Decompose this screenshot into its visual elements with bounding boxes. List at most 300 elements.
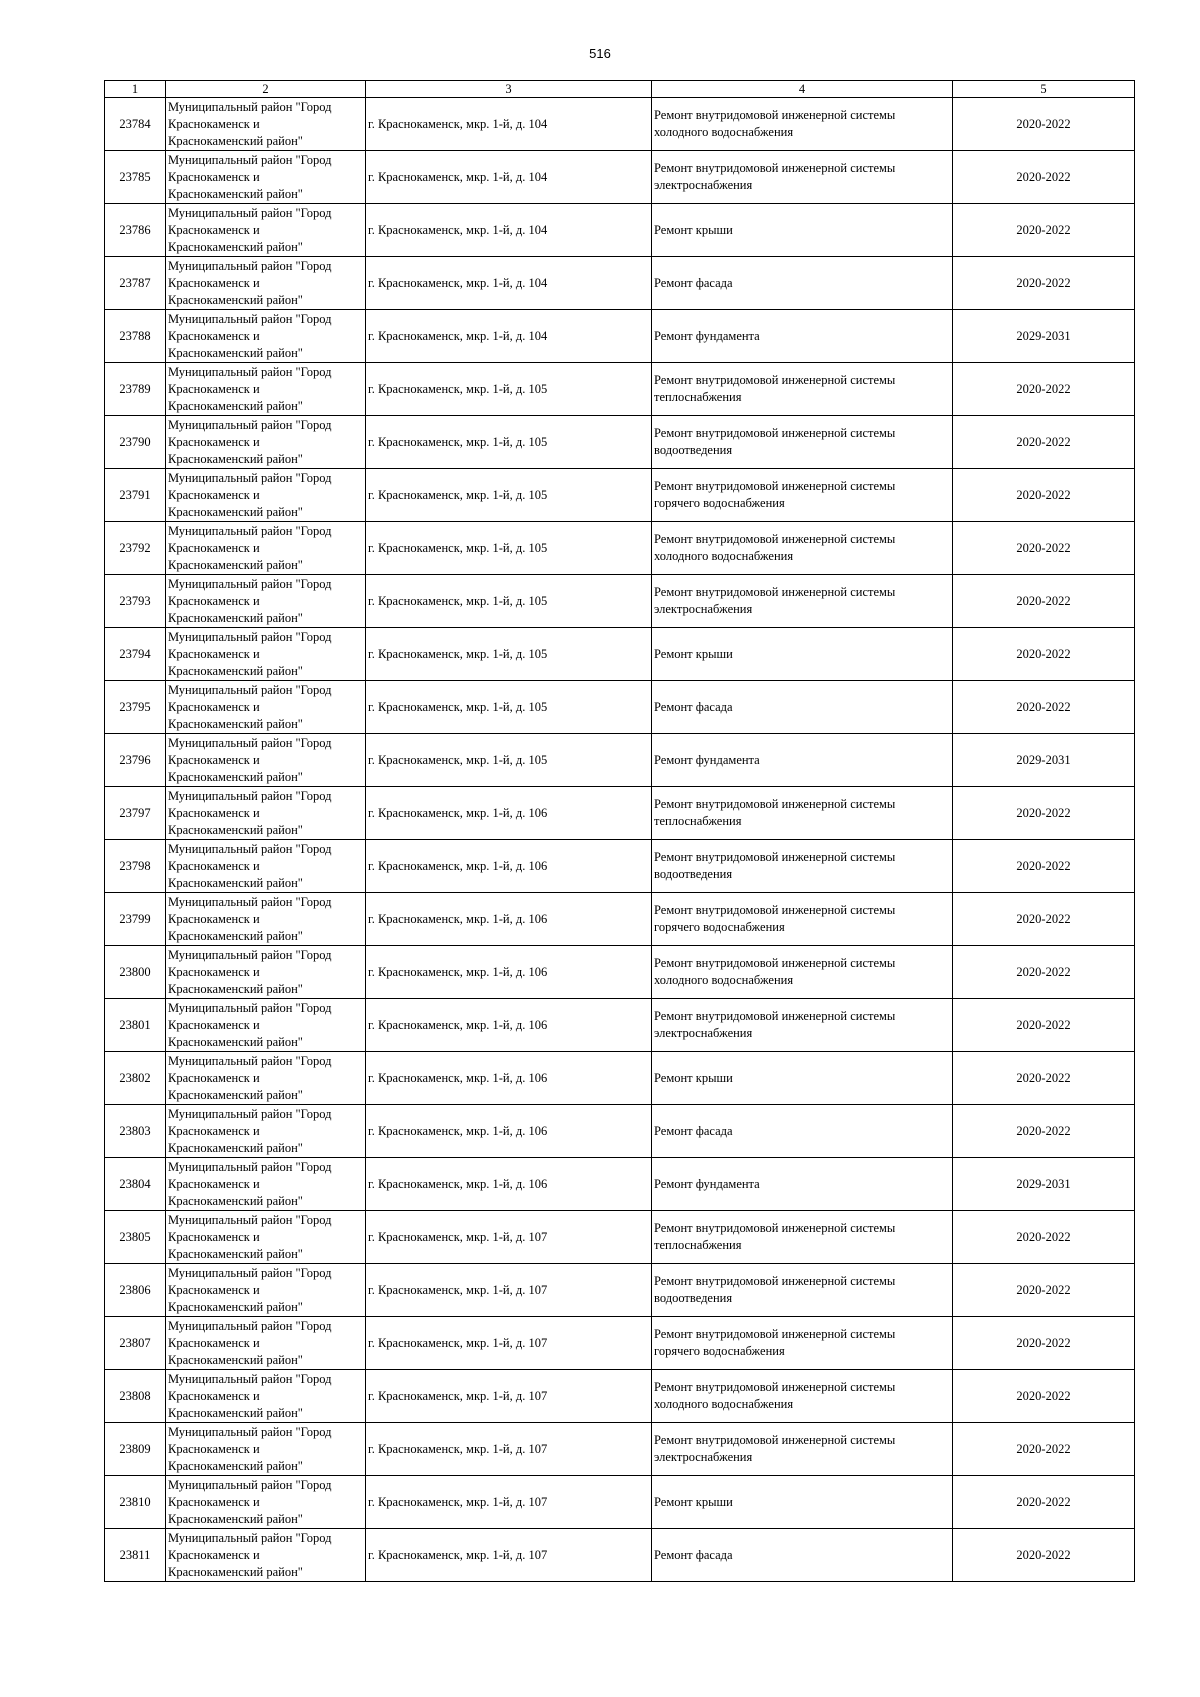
period-cell: 2020-2022 [953, 840, 1135, 893]
table-row [105, 628, 1135, 681]
municipality-line: Муниципальный район "Город [168, 1318, 332, 1333]
address-cell: г. Краснокаменск, мкр. 1-й, д. 105 [366, 469, 652, 522]
work-type-line: водоотведения [654, 1291, 733, 1305]
address-cell: г. Краснокаменск, мкр. 1-й, д. 107 [366, 1423, 652, 1476]
municipality-cell [166, 1052, 366, 1105]
period-cell: 2020-2022 [953, 893, 1135, 946]
municipality-line: Краснокаменск и [168, 752, 260, 767]
work-type-cell [652, 734, 953, 787]
municipality-line: Муниципальный район "Город [168, 205, 332, 220]
row-number: 23811 [105, 1529, 166, 1582]
address-cell: г. Краснокаменск, мкр. 1-й, д. 105 [366, 575, 652, 628]
municipality-cell [166, 734, 366, 787]
row-number: 23790 [105, 416, 166, 469]
row-number: 23795 [105, 681, 166, 734]
row-number: 23784 [105, 98, 166, 151]
address-cell: г. Краснокаменск, мкр. 1-й, д. 106 [366, 1052, 652, 1105]
municipality-line: Краснокаменск и [168, 1229, 260, 1244]
municipality-line: Муниципальный район "Город [168, 1265, 332, 1280]
municipality-line: Краснокаменский район" [168, 133, 303, 148]
municipality-cell [166, 575, 366, 628]
row-number: 23785 [105, 151, 166, 204]
period-cell: 2020-2022 [953, 257, 1135, 310]
municipality-line: Муниципальный район "Город [168, 311, 332, 326]
work-type-line: горячего водоснабжения [654, 496, 785, 510]
work-type-cell [652, 1476, 953, 1529]
period-cell: 2020-2022 [953, 151, 1135, 204]
municipality-cell [166, 1105, 366, 1158]
period-cell: 2020-2022 [953, 681, 1135, 734]
work-type-line: Ремонт крыши [654, 222, 733, 237]
row-number: 23789 [105, 363, 166, 416]
work-type-line: Ремонт внутридомовой инженерной системы [654, 585, 896, 599]
work-type-line: Ремонт фундамента [654, 752, 760, 767]
work-type-line: Ремонт внутридомовой инженерной системы [654, 532, 896, 546]
work-type-cell [652, 151, 953, 204]
municipality-line: Краснокаменский район" [168, 1564, 303, 1579]
municipality-line: Краснокаменск и [168, 1494, 260, 1509]
municipality-line: Краснокаменск и [168, 434, 260, 449]
address-cell: г. Краснокаменск, мкр. 1-й, д. 105 [366, 734, 652, 787]
municipality-line: Краснокаменский район" [168, 663, 303, 678]
address-cell: г. Краснокаменск, мкр. 1-й, д. 107 [366, 1211, 652, 1264]
municipality-line: Краснокаменский район" [168, 1458, 303, 1473]
work-type-cell [652, 1105, 953, 1158]
work-type-line: водоотведения [654, 443, 733, 457]
address-cell: г. Краснокаменск, мкр. 1-й, д. 107 [366, 1370, 652, 1423]
municipality-line: Муниципальный район "Город [168, 1159, 332, 1174]
municipality-line: Муниципальный район "Город [168, 841, 332, 856]
work-type-line: Ремонт внутридомовой инженерной системы [654, 956, 896, 970]
work-type-line: Ремонт внутридомовой инженерной системы [654, 1380, 896, 1394]
municipality-line: Муниципальный район "Город [168, 735, 332, 750]
municipality-line: Муниципальный район "Город [168, 1000, 332, 1015]
municipality-line: Краснокаменск и [168, 487, 260, 502]
municipality-line: Краснокаменский район" [168, 557, 303, 572]
municipality-cell [166, 1158, 366, 1211]
header-row [105, 81, 1135, 98]
municipality-line: Краснокаменский район" [168, 1193, 303, 1208]
municipality-line: Краснокаменск и [168, 169, 260, 184]
period-cell: 2020-2022 [953, 522, 1135, 575]
work-type-line: Ремонт внутридомовой инженерной системы [654, 1327, 896, 1341]
work-type-line: Ремонт внутридомовой инженерной системы [654, 903, 896, 917]
column-header-municipality: 2 [166, 81, 366, 98]
address-cell: г. Краснокаменск, мкр. 1-й, д. 106 [366, 1105, 652, 1158]
municipality-line: Краснокаменский район" [168, 186, 303, 201]
period-cell: 2020-2022 [953, 1105, 1135, 1158]
work-type-line: Ремонт фасада [654, 699, 733, 714]
table-row [105, 1264, 1135, 1317]
address-cell: г. Краснокаменск, мкр. 1-й, д. 106 [366, 999, 652, 1052]
municipality-line: Муниципальный район "Город [168, 1212, 332, 1227]
municipality-line: Краснокаменск и [168, 1388, 260, 1403]
municipality-cell [166, 1529, 366, 1582]
period-cell: 2020-2022 [953, 1423, 1135, 1476]
municipality-line: Краснокаменский район" [168, 1140, 303, 1155]
table-row [105, 1529, 1135, 1582]
work-type-line: Ремонт внутридомовой инженерной системы [654, 1433, 896, 1447]
municipality-line: Краснокаменск и [168, 858, 260, 873]
municipality-line: Краснокаменск и [168, 1123, 260, 1138]
period-cell: 2020-2022 [953, 1317, 1135, 1370]
municipality-line: Краснокаменский район" [168, 398, 303, 413]
work-type-line: Ремонт внутридомовой инженерной системы [654, 1274, 896, 1288]
work-type-line: Ремонт внутридомовой инженерной системы [654, 1009, 896, 1023]
period-cell: 2020-2022 [953, 946, 1135, 999]
municipality-line: Муниципальный район "Город [168, 523, 332, 538]
municipality-line: Муниципальный район "Город [168, 788, 332, 803]
column-header-work-type: 4 [652, 81, 953, 98]
table-row [105, 1052, 1135, 1105]
municipality-line: Муниципальный район "Город [168, 682, 332, 697]
municipality-line: Муниципальный район "Город [168, 364, 332, 379]
period-cell: 2020-2022 [953, 469, 1135, 522]
row-number: 23804 [105, 1158, 166, 1211]
period-cell: 2020-2022 [953, 575, 1135, 628]
work-type-cell [652, 1158, 953, 1211]
municipality-line: Краснокаменский район" [168, 769, 303, 784]
row-number: 23786 [105, 204, 166, 257]
municipality-line: Краснокаменский район" [168, 1405, 303, 1420]
municipality-cell [166, 98, 366, 151]
work-type-cell [652, 628, 953, 681]
row-number: 23805 [105, 1211, 166, 1264]
work-type-cell [652, 575, 953, 628]
municipality-cell [166, 840, 366, 893]
municipality-line: Муниципальный район "Город [168, 1053, 332, 1068]
period-cell: 2020-2022 [953, 204, 1135, 257]
work-type-line: холодного водоснабжения [654, 1397, 794, 1411]
work-type-line: горячего водоснабжения [654, 920, 785, 934]
work-type-cell [652, 1423, 953, 1476]
address-cell: г. Краснокаменск, мкр. 1-й, д. 107 [366, 1317, 652, 1370]
municipality-line: Краснокаменский район" [168, 610, 303, 625]
period-cell: 2020-2022 [953, 787, 1135, 840]
work-type-cell [652, 1264, 953, 1317]
work-type-line: теплоснабжения [654, 814, 742, 828]
municipality-cell [166, 893, 366, 946]
table-row [105, 257, 1135, 310]
period-cell: 2020-2022 [953, 628, 1135, 681]
table-row [105, 575, 1135, 628]
row-number: 23791 [105, 469, 166, 522]
address-cell: г. Краснокаменск, мкр. 1-й, д. 104 [366, 204, 652, 257]
row-number: 23788 [105, 310, 166, 363]
row-number: 23792 [105, 522, 166, 575]
table-row [105, 787, 1135, 840]
municipality-line: Краснокаменский район" [168, 822, 303, 837]
address-cell: г. Краснокаменск, мкр. 1-й, д. 105 [366, 363, 652, 416]
table-row [105, 1476, 1135, 1529]
work-type-line: теплоснабжения [654, 390, 742, 404]
municipality-line: Муниципальный район "Город [168, 1106, 332, 1121]
municipality-line: Муниципальный район "Город [168, 417, 332, 432]
municipality-cell [166, 787, 366, 840]
municipality-line: Муниципальный район "Город [168, 894, 332, 909]
municipality-line: Краснокаменский район" [168, 716, 303, 731]
municipality-line: Краснокаменский район" [168, 981, 303, 996]
municipality-cell [166, 363, 366, 416]
municipality-line: Краснокаменск и [168, 911, 260, 926]
work-type-line: Ремонт внутридомовой инженерной системы [654, 426, 896, 440]
work-type-cell [652, 1370, 953, 1423]
municipality-cell [166, 151, 366, 204]
address-cell: г. Краснокаменск, мкр. 1-й, д. 104 [366, 151, 652, 204]
municipality-line: Краснокаменский район" [168, 928, 303, 943]
row-number: 23803 [105, 1105, 166, 1158]
work-type-line: электроснабжения [654, 602, 753, 616]
address-cell: г. Краснокаменск, мкр. 1-й, д. 107 [366, 1476, 652, 1529]
municipality-line: Краснокаменск и [168, 328, 260, 343]
municipality-line: Краснокаменск и [168, 222, 260, 237]
municipality-line: Краснокаменск и [168, 805, 260, 820]
municipality-line: Муниципальный район "Город [168, 1530, 332, 1545]
work-type-line: холодного водоснабжения [654, 125, 794, 139]
municipality-line: Муниципальный район "Город [168, 1371, 332, 1386]
table-row [105, 416, 1135, 469]
municipality-line: Краснокаменск и [168, 1441, 260, 1456]
municipality-line: Краснокаменск и [168, 275, 260, 290]
municipality-line: Краснокаменский район" [168, 1246, 303, 1261]
period-cell: 2020-2022 [953, 1264, 1135, 1317]
table-row [105, 151, 1135, 204]
address-cell: г. Краснокаменск, мкр. 1-й, д. 107 [366, 1529, 652, 1582]
table-body [105, 98, 1135, 1582]
work-type-line: Ремонт внутридомовой инженерной системы [654, 1221, 896, 1235]
work-type-cell [652, 893, 953, 946]
work-type-line: Ремонт фасада [654, 1123, 733, 1138]
period-cell: 2029-2031 [953, 1158, 1135, 1211]
address-cell: г. Краснокаменск, мкр. 1-й, д. 104 [366, 257, 652, 310]
address-cell: г. Краснокаменск, мкр. 1-й, д. 106 [366, 946, 652, 999]
table-row [105, 734, 1135, 787]
row-number: 23794 [105, 628, 166, 681]
row-number: 23807 [105, 1317, 166, 1370]
period-cell: 2020-2022 [953, 363, 1135, 416]
municipality-line: Муниципальный район "Город [168, 99, 332, 114]
address-cell: г. Краснокаменск, мкр. 1-й, д. 104 [366, 310, 652, 363]
work-type-cell [652, 1529, 953, 1582]
work-type-line: Ремонт фасада [654, 275, 733, 290]
municipality-line: Краснокаменский район" [168, 292, 303, 307]
work-type-cell [652, 522, 953, 575]
municipality-line: Краснокаменск и [168, 1282, 260, 1297]
work-type-cell [652, 1052, 953, 1105]
municipality-cell [166, 946, 366, 999]
row-number: 23799 [105, 893, 166, 946]
municipality-line: Муниципальный район "Город [168, 1424, 332, 1439]
address-cell: г. Краснокаменск, мкр. 1-й, д. 105 [366, 628, 652, 681]
address-cell: г. Краснокаменск, мкр. 1-й, д. 105 [366, 416, 652, 469]
municipality-line: Краснокаменский район" [168, 1511, 303, 1526]
municipality-cell [166, 469, 366, 522]
work-type-line: Ремонт крыши [654, 646, 733, 661]
work-type-cell [652, 1211, 953, 1264]
table-row [105, 1211, 1135, 1264]
municipality-cell [166, 204, 366, 257]
period-cell: 2020-2022 [953, 1211, 1135, 1264]
work-type-line: Ремонт внутридомовой инженерной системы [654, 108, 896, 122]
work-type-line: Ремонт крыши [654, 1070, 733, 1085]
municipality-line: Краснокаменский район" [168, 504, 303, 519]
row-number: 23810 [105, 1476, 166, 1529]
period-cell: 2020-2022 [953, 1052, 1135, 1105]
table-row [105, 893, 1135, 946]
period-cell: 2020-2022 [953, 416, 1135, 469]
work-type-cell [652, 204, 953, 257]
work-type-line: Ремонт крыши [654, 1494, 733, 1509]
row-number: 23787 [105, 257, 166, 310]
work-type-cell [652, 946, 953, 999]
address-cell: г. Краснокаменск, мкр. 1-й, д. 107 [366, 1264, 652, 1317]
work-type-cell [652, 363, 953, 416]
column-header-number: 1 [105, 81, 166, 98]
work-type-line: Ремонт внутридомовой инженерной системы [654, 797, 896, 811]
municipality-cell [166, 1317, 366, 1370]
address-cell: г. Краснокаменск, мкр. 1-й, д. 106 [366, 1158, 652, 1211]
work-type-line: электроснабжения [654, 1450, 753, 1464]
municipality-cell [166, 1264, 366, 1317]
works-table [104, 80, 1135, 1582]
work-type-line: теплоснабжения [654, 1238, 742, 1252]
period-cell: 2020-2022 [953, 98, 1135, 151]
column-header-period: 5 [953, 81, 1135, 98]
work-type-cell [652, 681, 953, 734]
municipality-line: Краснокаменск и [168, 381, 260, 396]
municipality-line: Краснокаменск и [168, 1335, 260, 1350]
municipality-line: Краснокаменск и [168, 1176, 260, 1191]
row-number: 23801 [105, 999, 166, 1052]
table-row [105, 469, 1135, 522]
work-type-cell [652, 98, 953, 151]
row-number: 23797 [105, 787, 166, 840]
municipality-cell [166, 999, 366, 1052]
work-type-line: Ремонт внутридомовой инженерной системы [654, 479, 896, 493]
row-number: 23793 [105, 575, 166, 628]
table-row [105, 1370, 1135, 1423]
municipality-cell [166, 1476, 366, 1529]
municipality-cell [166, 310, 366, 363]
work-type-cell [652, 1317, 953, 1370]
row-number: 23798 [105, 840, 166, 893]
work-type-line: водоотведения [654, 867, 733, 881]
work-type-line: Ремонт фундамента [654, 1176, 760, 1191]
row-number: 23800 [105, 946, 166, 999]
work-type-line: Ремонт внутридомовой инженерной системы [654, 850, 896, 864]
municipality-line: Краснокаменский район" [168, 345, 303, 360]
municipality-line: Краснокаменск и [168, 646, 260, 661]
table-row [105, 681, 1135, 734]
work-type-cell [652, 469, 953, 522]
table-row [105, 363, 1135, 416]
row-number: 23806 [105, 1264, 166, 1317]
municipality-line: Муниципальный район "Город [168, 470, 332, 485]
work-type-line: холодного водоснабжения [654, 549, 794, 563]
municipality-line: Муниципальный район "Город [168, 947, 332, 962]
municipality-cell [166, 416, 366, 469]
table-row [105, 1317, 1135, 1370]
work-type-line: Ремонт внутридомовой инженерной системы [654, 161, 896, 175]
table-row [105, 1105, 1135, 1158]
table-row [105, 946, 1135, 999]
address-cell: г. Краснокаменск, мкр. 1-й, д. 105 [366, 522, 652, 575]
municipality-cell [166, 1423, 366, 1476]
address-cell: г. Краснокаменск, мкр. 1-й, д. 104 [366, 98, 652, 151]
address-cell: г. Краснокаменск, мкр. 1-й, д. 106 [366, 840, 652, 893]
work-type-cell [652, 999, 953, 1052]
work-type-line: Ремонт фасада [654, 1547, 733, 1562]
row-number: 23802 [105, 1052, 166, 1105]
municipality-line: Муниципальный район "Город [168, 1477, 332, 1492]
row-number: 23808 [105, 1370, 166, 1423]
period-cell: 2020-2022 [953, 1370, 1135, 1423]
table-row [105, 522, 1135, 575]
municipality-line: Муниципальный район "Город [168, 576, 332, 591]
municipality-line: Краснокаменск и [168, 1070, 260, 1085]
municipality-line: Краснокаменский район" [168, 1034, 303, 1049]
work-type-line: Ремонт внутридомовой инженерной системы [654, 373, 896, 387]
table-row [105, 1423, 1135, 1476]
work-type-line: электроснабжения [654, 1026, 753, 1040]
municipality-line: Краснокаменск и [168, 116, 260, 131]
row-number: 23809 [105, 1423, 166, 1476]
address-cell: г. Краснокаменск, мкр. 1-й, д. 106 [366, 787, 652, 840]
address-cell: г. Краснокаменск, мкр. 1-й, д. 105 [366, 681, 652, 734]
work-type-line: горячего водоснабжения [654, 1344, 785, 1358]
municipality-cell [166, 257, 366, 310]
municipality-line: Краснокаменский район" [168, 451, 303, 466]
table-row [105, 98, 1135, 151]
municipality-line: Краснокаменский район" [168, 1299, 303, 1314]
municipality-line: Краснокаменский район" [168, 1087, 303, 1102]
municipality-cell [166, 1211, 366, 1264]
period-cell: 2029-2031 [953, 734, 1135, 787]
municipality-line: Муниципальный район "Город [168, 629, 332, 644]
address-cell: г. Краснокаменск, мкр. 1-й, д. 106 [366, 893, 652, 946]
work-type-line: холодного водоснабжения [654, 973, 794, 987]
row-number: 23796 [105, 734, 166, 787]
period-cell: 2020-2022 [953, 1529, 1135, 1582]
work-type-cell [652, 787, 953, 840]
work-type-cell [652, 840, 953, 893]
column-header-address: 3 [366, 81, 652, 98]
period-cell: 2029-2031 [953, 310, 1135, 363]
municipality-cell [166, 628, 366, 681]
work-type-cell [652, 416, 953, 469]
municipality-line: Краснокаменский район" [168, 1352, 303, 1367]
municipality-cell [166, 681, 366, 734]
page-number: 516 [589, 46, 611, 61]
municipality-line: Краснокаменск и [168, 540, 260, 555]
municipality-line: Краснокаменск и [168, 699, 260, 714]
work-type-line: Ремонт фундамента [654, 328, 760, 343]
municipality-line: Краснокаменск и [168, 1017, 260, 1032]
municipality-line: Краснокаменск и [168, 593, 260, 608]
table-row [105, 999, 1135, 1052]
table-row [105, 1158, 1135, 1211]
table-row [105, 204, 1135, 257]
municipality-line: Краснокаменск и [168, 1547, 260, 1562]
municipality-line: Краснокаменский район" [168, 239, 303, 254]
work-type-line: электроснабжения [654, 178, 753, 192]
period-cell: 2020-2022 [953, 1476, 1135, 1529]
municipality-cell [166, 1370, 366, 1423]
table-row [105, 310, 1135, 363]
municipality-cell [166, 522, 366, 575]
period-cell: 2020-2022 [953, 999, 1135, 1052]
municipality-line: Краснокаменск и [168, 964, 260, 979]
